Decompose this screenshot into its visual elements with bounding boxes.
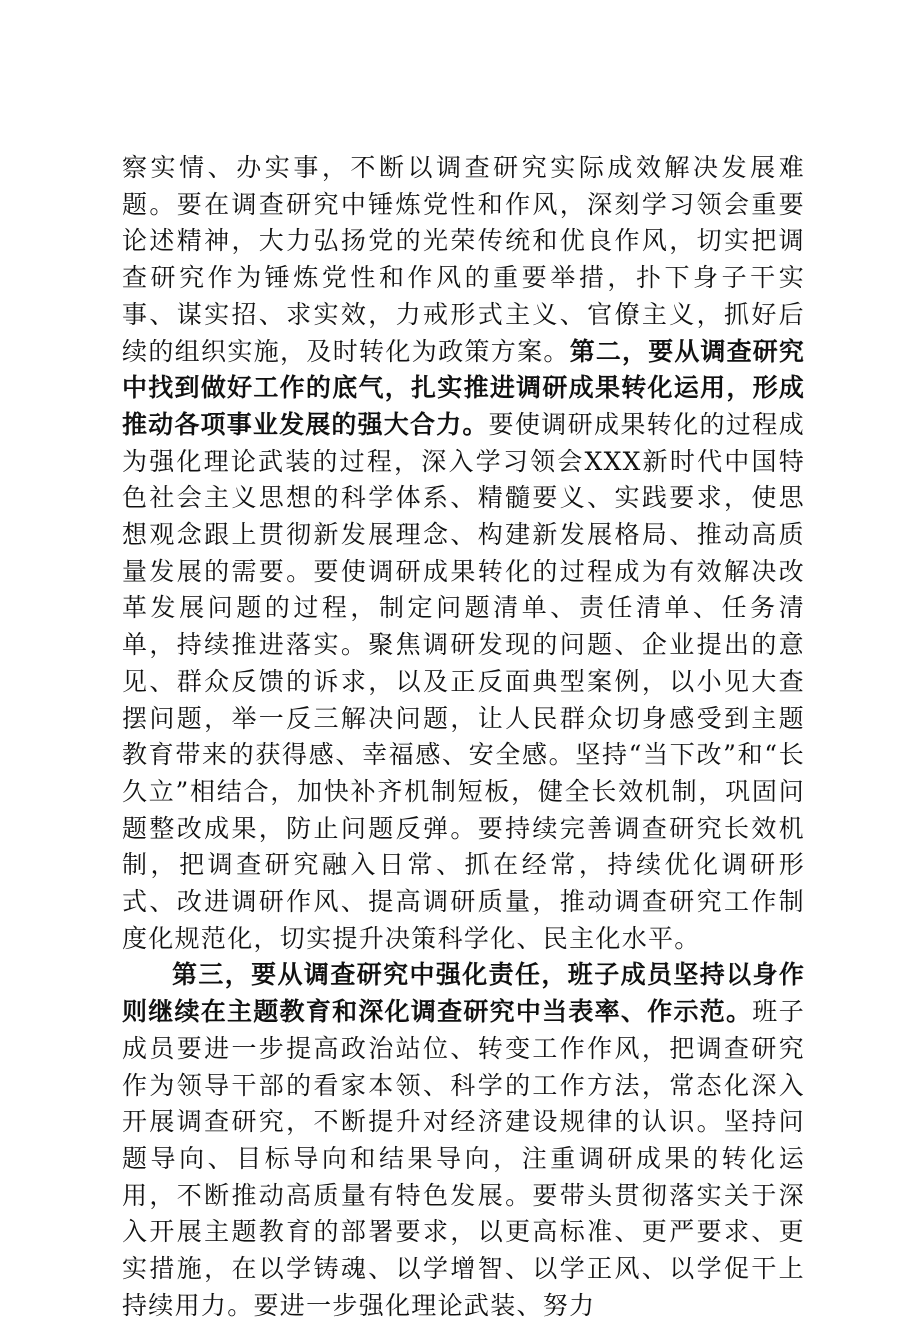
paragraph-1-heading-second: 第二，要从调查研究中找到做好工作的底气，扎实推进调研成果转化运用，形成推动各项事业发展的强大合力。 [122, 336, 805, 439]
document-body [122, 150, 805, 1325]
paragraph-1-run-1: 察实情、办实事，不断以调查研究实际成效解决发展难题。要在调查研究中锤炼党性和作风，深刻学习领会重要论述精神，大力弘扬党的光荣传统和优良作风，切实把调查研究作为锤炼党性和作风的重要举措，扑下身子干实事、谋实招、求实效，力戒形式主义、官僚主义，抓好后续的组织实施，及时转化为政策方案。 [122, 153, 805, 366]
paragraph-2-heading-third: 第三，要从调查研究中强化责任，班子成员坚持以身作则继续在主题教育和深化调查研究中当表率、作示范。 [122, 960, 805, 1027]
paragraph-2-run-2: 班子成员要进一步提高政治站位、转变工作作风，把调查研究作为领导干部的看家本领、科学的工作方法，常态化深入开展调查研究，不断提升对经济建设规律的认识。坚持问题导向、目标导向和结果导向，注重调研成果的转化运用，不断推动高质量有特色发展。要带头贯彻落实关于深入开展主题教育的部署要求，以更高标准、更严要求、更实措施，在以学铸魂、以学增智、以学正风、以学促干上持续用力。要进一步强化理论武装、努力 [122, 997, 805, 1320]
paragraph-1-run-3: 要使调研成果转化的过程成为强化理论武装的过程，深入学习领会XXX新时代中国特色社会主义思想的科学体系、精髓要义、实践要求，使思想观念跟上贯彻新发展理念、构建新发展格局、推动高质量发展的需要。要使调研成果转化的过程成为有效解决改革发展问题的过程，制定问题清单、责任清单、任务清单，持续推进落实。聚焦调研发现的问题、企业提出的意见、群众反馈的诉求，以及正反面典型案例，以小见大查摆问题，举一反三解决问题，让人民群众切身感受到主题教育带来的获得感、幸福感、安全感。坚持“当下改”和“长久立”相结合，加快补齐机制短板，健全长效机制，巩固问题整改成果，防止问题反弹。要持续完善调查研究长效机制，把调查研究融入日常、抓在经常，持续优化调研形式、改进调研作风、提高调研质量，推动调查研究工作制度化规范化，切实提升决策科学化、民主化水平。 [122, 409, 805, 953]
paragraph-1 [122, 150, 805, 957]
paragraph-2 [122, 957, 805, 1324]
